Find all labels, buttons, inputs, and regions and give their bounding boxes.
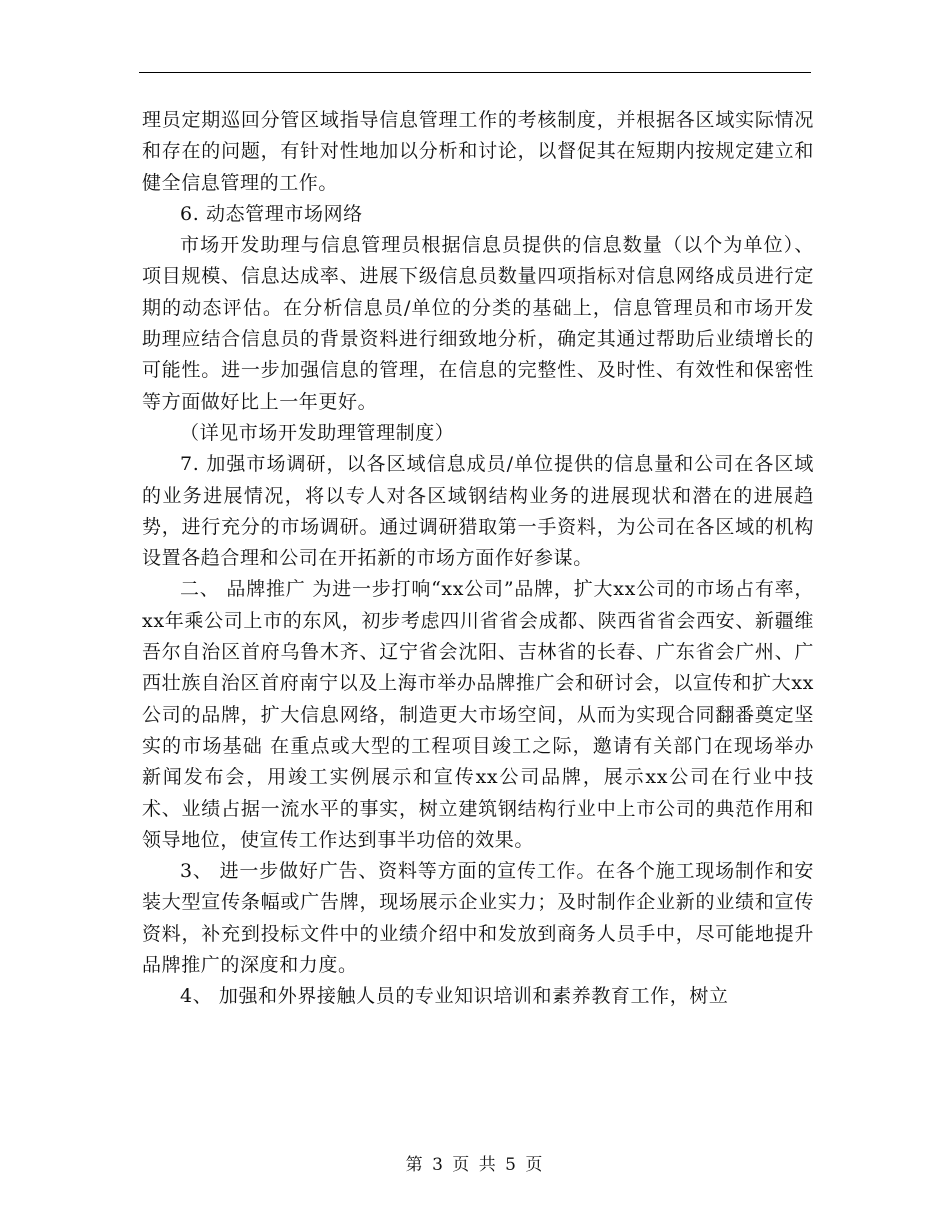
paragraph-continuation: 理员定期巡回分管区域指导信息管理工作的考核制度，并根据各区域实际情况和存在的问题，有针对性地加以分析和讨论，以督促其在短期内按规定建立和健全信息管理的工作。 — [142, 109, 814, 194]
paragraph-advertising: 3、 进一步做好广告、资料等方面的宣传工作。在各个施工现场制作和安装大型宣传条幅或广告牌，现场展示企业实力；及时制作企业新的业绩和宣传资料，补充到投标文件中的业绩介绍中和发放到商务人员手中，尽可能地提升品牌推广的深度和力度。 — [142, 860, 814, 977]
page-number: 第 3 页 共 5 页 — [405, 1155, 545, 1175]
paragraph-see-also: （详见市场开发助理管理制度） — [180, 421, 455, 444]
section-heading-6: 6. 动态管理市场网络 — [180, 202, 363, 225]
paragraph-training: 4、 加强和外界接触人员的专业知识培训和素养教育工作，树立 — [180, 985, 729, 1008]
header-rule — [139, 72, 811, 73]
paragraph-brand-promotion: 二、 品牌推广 为进一步打响“xx公司”品牌，扩大xx公司的市场占有率，xx年乘公司上市的东风，初步考虑四川省省会成都、陕西省省会西安、新疆维吾尔自治区首府乌鲁木齐、辽宁省会沈阳、吉林省的长春、广东省会广州、广西壮族自治区首府南宁以及上海市举办品牌推广会和研讨会，以宣传和扩大xx公司的品牌，扩大信息网络，制造更大市场空间，从而为实现合同翻番奠定坚实的市场基础 在重点或大型的工程项目竣工之际，邀请有关部门在现场举办新闻发布会，用竣工实例展示和宣传xx公司品牌，展示xx公司在行业中技术、业绩占据一流水平的事实，树立建筑钢结构行业中上市公司的典范作用和领导地位，使宣传工作达到事半功倍的效果。 — [142, 578, 814, 851]
paragraph-dynamic-management: 市场开发助理与信息管理员根据信息员提供的信息数量（以个为单位）、项目规模、信息达成率、进展下级信息员数量四项指标对信息网络成员进行定期的动态评估。在分析信息员/单位的分类的基础上，信息管理员和市场开发助理应结合信息员的背景资料进行细致地分析，确定其通过帮助后业绩增长的可能性。进一步加强信息的管理，在信息的完整性、及时性、有效性和保密性等方面做好比上一年更好。 — [142, 234, 814, 413]
paragraph-market-research: 7. 加强市场调研，以各区域信息成员/单位提供的信息量和公司在各区域的业务进展情况，将以专人对各区域钢结构业务的进展现状和潜在的进展趋势，进行充分的市场调研。通过调研猎取第一手资料，为公司在各区域的机构设置各趋合理和公司在开拓新的市场方面作好参谋。 — [142, 453, 814, 570]
document-body — [142, 105, 814, 1013]
